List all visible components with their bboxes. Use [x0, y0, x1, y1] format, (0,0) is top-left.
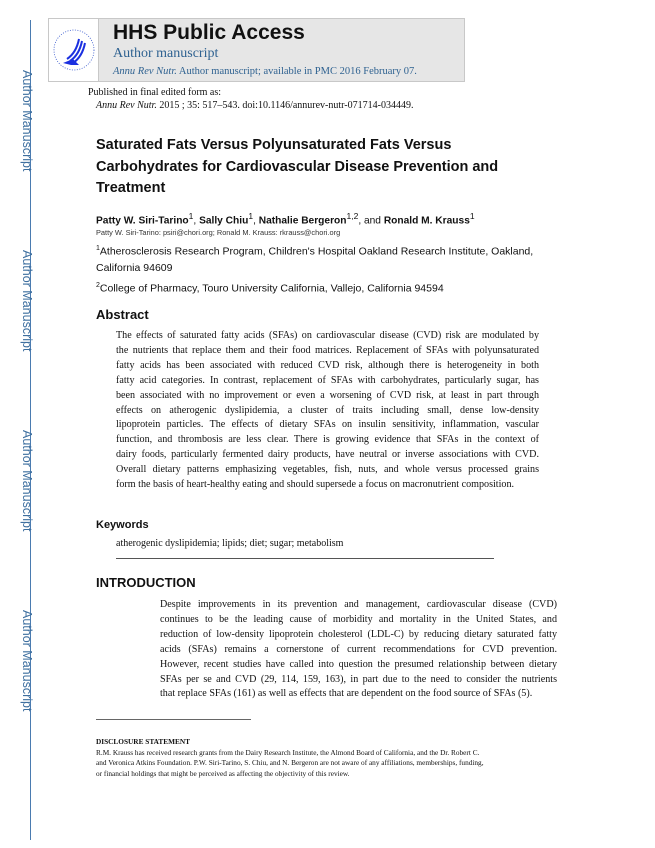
header-title: HHS Public Access [113, 21, 305, 44]
published-label: Published in final edited form as: [88, 87, 222, 98]
text-line: Despite improvements in its prevention and management, cardiovascular disease (CVD) [160, 599, 557, 610]
citation: 2015 ; 35: 517–543. doi:10.1146/annurev-nutr-071714-034449. [156, 100, 414, 111]
author-sep: , [193, 215, 200, 227]
author-emails: Patty W. Siri-Tarino: psiri@chori.org; Ronald M. Krauss: rkrauss@chori.org [96, 228, 341, 237]
author-sup: 1 [248, 211, 254, 221]
introduction-text [160, 598, 557, 702]
text-line: reduction of low-density lipoprotein cholesterol (LDL-C) by reducing dietary saturated fatty [160, 628, 557, 640]
hhs-header [48, 18, 465, 82]
sidebar-label: Author Manuscript [20, 70, 34, 172]
text-line: continues to be the leading cause of morbidity and mortality in the United States, and [160, 613, 557, 625]
keywords: atherogenic dyslipidemia; lipids; diet; sugar; metabolism [116, 538, 344, 549]
author-list [96, 211, 475, 226]
aff-line: College of Pharmacy, Touro University California, Vallejo, California 94594 [99, 282, 444, 295]
text-line: form the basis of heart-healthy eating and should supersede a focus on macronutrient composition. [116, 479, 515, 491]
title-line: Saturated Fats Versus Polyunsaturated Fats Versus [96, 137, 452, 153]
title-line: Carbohydrates for Cardiovascular Disease Prevention and [96, 158, 499, 175]
footnote-rule [96, 719, 251, 720]
header-subtitle: Author manuscript [113, 46, 219, 61]
disclosure-line: R.M. Krauss has received research grants from the Dairy Research Institute, the Almond Board of California, and the Dr. Robert C. [96, 747, 480, 757]
sidebar-label: Author Manuscript [20, 610, 34, 712]
abstract-heading: Abstract [96, 307, 149, 322]
disclosure [96, 737, 552, 779]
text-line: function, and thrombosis are less clear. There is growing evidence that SFAs in the context of [116, 434, 539, 446]
keywords-rule [116, 558, 494, 559]
author-sep: , and [358, 215, 384, 227]
header-availability [113, 66, 417, 77]
sidebar-label: Author Manuscript [20, 250, 34, 352]
affiliation-2 [96, 278, 444, 297]
text-line: that replace SFAs (161) as well as effects that are dependent on the food source of SFAs (5). [160, 688, 533, 700]
text-line: acids (SFAs) remains a cornerstone of current recommendations for CVD prevention. [160, 643, 557, 655]
text-line: fatty acid categories. In contrast, replacement of SFAs with carbohydrates, particularly sugar, has [116, 374, 539, 386]
text-line: effects on atherogenic dyslipidemia, a cluster of traits including small, dense low-density [116, 404, 539, 416]
text-line: the nutrients that replace them and their food matrices. Replacement of SFAs with polyunsaturated [116, 344, 539, 356]
text-line: SFAs per se and CVD (29, 114, 159, 163), in part due to the need to consider the nutrients [160, 673, 557, 685]
aff-line: California 94609 [96, 261, 173, 274]
keywords-heading: Keywords [96, 519, 149, 531]
disclosure-heading: DISCLOSURE STATEMENT [96, 737, 191, 746]
introduction-heading: INTRODUCTION [96, 575, 196, 590]
text-line: been associated with no improvement or even a worsening of CVD risk, at least in part through [116, 389, 539, 401]
affiliation-1 [96, 241, 533, 276]
author-sup: 1 [188, 211, 194, 221]
author-sup: 1 [469, 211, 475, 221]
author-name: Sally Chiu [199, 215, 249, 227]
availability-text: Author manuscript; available in PMC 2016 February 07. [176, 66, 417, 77]
author-name: Ronald M. Krauss [383, 215, 470, 227]
author-sep: , [253, 215, 259, 227]
published-info [88, 86, 413, 112]
journal-name: Annu Rev Nutr. [96, 100, 157, 111]
text-line: Overall dietary patterns emphasizing vegetables, fish, nuts, and whole versus processed grains [116, 464, 539, 476]
author-sup: 1,2 [346, 211, 359, 221]
text-line: However, recent studies have called into question the presumed relationship between dietary [160, 658, 557, 670]
text-line: lipoprotein particles. The effects of dietary SFAs on insulin sensitivity, inflammation, vascular [116, 419, 539, 431]
article-title [96, 135, 498, 200]
journal-name: Annu Rev Nutr. [113, 66, 177, 77]
text-line: fatty acids has been associated with reduced CVD risk, although there is heterogeneity in both [116, 359, 539, 371]
disclosure-line: or financial holdings that might be perceived as affecting the objectivity of this review. [96, 768, 350, 778]
author-name: Nathalie Bergeron [258, 215, 347, 227]
text-line: dairy foods, particularly fermented dairy products, have neutral or inverse associations with CVD. [116, 449, 539, 461]
aff-line: Atherosclerosis Research Program, Children's Hospital Oakland Research Institute, Oakland, [99, 245, 534, 258]
disclosure-line: and Veronica Atkins Foundation. P.W. Siri-Tarino, S. Chiu, and N. Bergeron are not aware of any affiliations, memberships, funding, [96, 758, 484, 768]
aff-sup: 2 [96, 282, 100, 289]
hhs-logo-icon [49, 19, 99, 81]
text-line: The effects of saturated fatty acids (SFAs) on cardiovascular disease (CVD) risk are modulated by [116, 330, 539, 341]
abstract-text [116, 329, 539, 493]
title-line: Treatment [96, 180, 166, 196]
sidebar-label: Author Manuscript [20, 430, 34, 532]
aff-sup: 1 [96, 245, 100, 252]
author-name: Patty W. Siri-Tarino [96, 215, 189, 227]
